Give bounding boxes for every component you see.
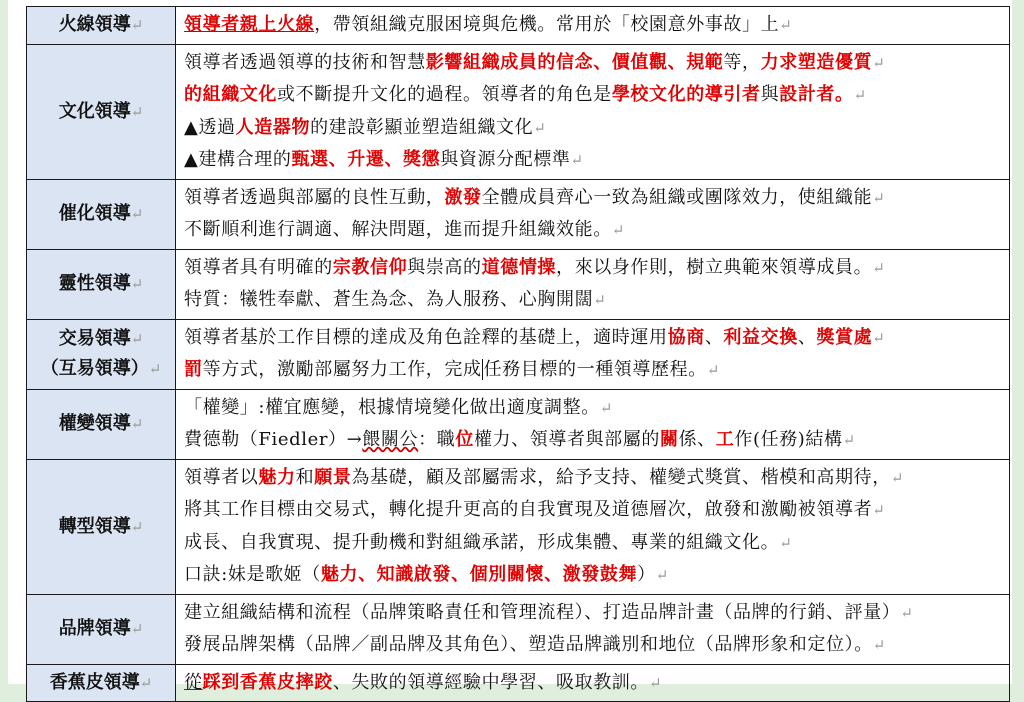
text-segment: 領導者以 bbox=[184, 466, 259, 488]
term-text: 香蕉皮領導 bbox=[49, 671, 140, 693]
term-cell bbox=[27, 664, 176, 702]
paragraph-mark-icon: ↵ bbox=[853, 86, 867, 104]
description-line bbox=[184, 214, 1005, 247]
highlighted-text: 協商 bbox=[667, 326, 705, 348]
term-cell bbox=[27, 179, 176, 249]
text-segment: 係、 bbox=[678, 429, 716, 450]
description-line bbox=[184, 462, 1005, 495]
text-segment: 發展品牌架構（品牌／副品牌及其角色）、塑造品牌識別和地位（品牌形象和定位）。 bbox=[184, 634, 873, 655]
paragraph-mark-icon: ↵ bbox=[706, 361, 720, 379]
text-segment: 全體成員齊心一致為組織或團隊效力，使組織能 bbox=[481, 186, 873, 208]
description-line bbox=[184, 559, 1005, 592]
term-cell bbox=[27, 594, 176, 664]
text-segment: 建立組織結構和流程（品牌策略責任和管理流程）、打造品牌計畫（品牌的行銷、評量） bbox=[184, 601, 901, 623]
table-row bbox=[27, 459, 1010, 594]
paragraph-mark-icon: ↵ bbox=[872, 53, 886, 72]
highlighted-text: 罰 bbox=[184, 359, 203, 380]
term-text: 火線領導 bbox=[58, 14, 131, 36]
table-row bbox=[27, 319, 1010, 389]
description-cell bbox=[176, 459, 1010, 594]
description-line bbox=[184, 597, 1005, 630]
term-text: 催化領導 bbox=[58, 203, 131, 224]
table-row bbox=[27, 664, 1010, 702]
highlighted-text: 關 bbox=[659, 429, 679, 450]
paragraph-mark-icon: ↵ bbox=[130, 275, 144, 293]
paragraph-mark-icon: ↵ bbox=[570, 151, 584, 169]
text-segment: 和 bbox=[295, 466, 315, 488]
description-line bbox=[184, 9, 1005, 42]
table-row bbox=[27, 594, 1010, 664]
highlighted-text: 設計者。 bbox=[779, 84, 854, 105]
term-text: 轉型領導 bbox=[58, 515, 131, 537]
paragraph-mark-icon: ↵ bbox=[130, 415, 144, 433]
description-line bbox=[184, 322, 1005, 355]
term-cell bbox=[27, 389, 176, 459]
paragraph-mark-icon: ↵ bbox=[779, 16, 793, 34]
text-segment: 從 bbox=[184, 671, 203, 693]
highlighted-text: 踩到香蕉皮摔跤 bbox=[202, 671, 333, 693]
paragraph-mark-icon: ↵ bbox=[130, 16, 144, 35]
text-segment: ▲透過 bbox=[184, 116, 236, 138]
description-line bbox=[184, 79, 1005, 112]
text-segment: ：職 bbox=[418, 429, 456, 450]
description-cell bbox=[176, 179, 1010, 249]
description-cell bbox=[176, 664, 1010, 702]
highlighted-text: 領導者親上火線 bbox=[184, 14, 315, 35]
paragraph-mark-icon: ↵ bbox=[130, 620, 144, 638]
term-text: 靈性領導 bbox=[58, 273, 131, 294]
text-segment: 任務目標的一種領導歷程。 bbox=[483, 359, 707, 380]
highlighted-text: 工 bbox=[715, 429, 735, 450]
paragraph-mark-icon: ↵ bbox=[649, 673, 663, 692]
highlighted-text: 道德情操 bbox=[481, 256, 557, 278]
text-segment: 的建設彰顯並塑造組織文化 bbox=[310, 116, 534, 138]
paragraph-mark-icon: ↵ bbox=[130, 517, 144, 536]
text-segment: 口訣:妹是歌姬（ bbox=[184, 564, 321, 585]
paragraph-mark-icon: ↵ bbox=[533, 118, 547, 137]
paragraph-mark-icon: ↵ bbox=[872, 636, 886, 654]
table-row bbox=[27, 389, 1010, 459]
highlighted-text: 魅力、知識啟發、個別關懷、激發鼓舞 bbox=[320, 564, 638, 585]
term-label bbox=[27, 614, 175, 644]
table-row bbox=[27, 44, 1010, 179]
text-segment: 權力、領導者與部屬的 bbox=[473, 429, 660, 450]
description-cell bbox=[176, 44, 1010, 179]
description-line bbox=[184, 392, 1005, 425]
term-text: 權變領導 bbox=[58, 413, 131, 434]
term-label bbox=[27, 668, 175, 698]
paragraph-mark-icon: ↵ bbox=[872, 328, 886, 347]
text-segment: 或不斷提升文化的過程。領導者的角色是 bbox=[277, 84, 612, 105]
text-segment: 與資源分配標準 bbox=[440, 149, 571, 170]
paragraph-mark-icon: ↵ bbox=[842, 431, 856, 449]
highlighted-text: 宗教信仰 bbox=[332, 256, 408, 278]
paragraph-mark-icon: ↵ bbox=[593, 291, 607, 309]
paragraph-mark-icon: ↵ bbox=[872, 501, 886, 519]
term-alias-text: （互易領導） bbox=[40, 358, 149, 379]
paragraph-mark-icon: ↵ bbox=[890, 468, 904, 487]
term-label bbox=[27, 409, 175, 439]
description-cell bbox=[176, 389, 1010, 459]
text-segment: 成長、自我實現、提升動機和對組織承諾，形成集體、專業的組織文化。 bbox=[184, 531, 780, 553]
term-cell bbox=[27, 44, 176, 179]
text-segment: 與 bbox=[760, 84, 780, 105]
paragraph-mark-icon: ↵ bbox=[130, 330, 144, 348]
paragraph-mark-icon: ↵ bbox=[872, 258, 886, 277]
paragraph-mark-icon: ↵ bbox=[130, 102, 144, 121]
highlighted-text: 魅力 bbox=[258, 466, 296, 488]
description-line bbox=[184, 252, 1005, 285]
term-label bbox=[27, 269, 175, 299]
highlighted-text: 學校文化的導引者 bbox=[611, 84, 761, 105]
description-line bbox=[184, 527, 1005, 560]
highlighted-text: 的組織文化 bbox=[184, 84, 277, 105]
description-line bbox=[184, 354, 1005, 387]
highlighted-text: 利益交換 bbox=[723, 326, 798, 348]
text-segment: 將其工作目標由交易式，轉化提升更高的自我實現及道德層次，啟發和激勵被領導者 bbox=[184, 499, 873, 520]
text-segment: 領導者具有明確的 bbox=[184, 256, 333, 278]
paragraph-mark-icon: ↵ bbox=[599, 398, 614, 417]
paragraph-mark-icon: ↵ bbox=[139, 673, 153, 692]
description-cell bbox=[176, 319, 1010, 389]
term-alias bbox=[27, 354, 175, 384]
highlighted-text: 甄選、升遷、獎懲 bbox=[291, 149, 441, 170]
term-text: 文化領導 bbox=[58, 100, 131, 122]
highlighted-text: 願景 bbox=[314, 466, 352, 488]
document-page bbox=[8, 0, 1012, 693]
text-segment: ） bbox=[637, 564, 656, 585]
text-segment: 與崇高的 bbox=[407, 256, 482, 278]
description-line bbox=[184, 47, 1005, 80]
text-segment: 領導者透過與部屬的良性互動， bbox=[184, 186, 445, 208]
text-segment: 「權變」:權宜應變，根據情境變化做出適度調整。 bbox=[184, 396, 600, 418]
description-line bbox=[184, 424, 1005, 457]
highlighted-text: 影響組織成員的信念、價值觀、規範 bbox=[425, 51, 724, 73]
table-row bbox=[27, 249, 1010, 319]
description-cell bbox=[176, 7, 1010, 45]
highlighted-text: 位 bbox=[455, 429, 474, 450]
description-line bbox=[184, 112, 1005, 145]
table-row bbox=[27, 179, 1010, 249]
leadership-table bbox=[26, 6, 1010, 702]
term-label bbox=[27, 97, 175, 127]
text-segment: 領導者基於工作目標的達成及角色詮釋的基礎上，適時運用 bbox=[184, 326, 668, 348]
description-cell bbox=[176, 594, 1010, 664]
term-cell bbox=[27, 319, 176, 389]
description-line bbox=[184, 182, 1005, 215]
term-label bbox=[27, 324, 175, 354]
term-text: 品牌領導 bbox=[58, 618, 131, 639]
table-row bbox=[27, 7, 1010, 45]
text-segment: ▲建構合理的 bbox=[184, 149, 292, 170]
paragraph-mark-icon: ↵ bbox=[900, 603, 914, 622]
paragraph-mark-icon: ↵ bbox=[611, 221, 625, 239]
text-segment: 等， bbox=[723, 51, 761, 73]
text-segment: 領導者透過領導的技術和智慧 bbox=[184, 51, 426, 73]
paragraph-mark-icon: ↵ bbox=[130, 205, 144, 223]
term-cell bbox=[27, 7, 176, 45]
paragraph-mark-icon: ↵ bbox=[872, 188, 886, 207]
paragraph-mark-icon: ↵ bbox=[148, 360, 162, 378]
term-label bbox=[27, 199, 175, 229]
text-segment: 、 bbox=[797, 326, 817, 348]
term-label bbox=[27, 10, 175, 40]
paragraph-mark-icon: ↵ bbox=[655, 566, 669, 584]
text-segment: ，帶領組織克服困境與危機。常用於「校園意外事故」上 bbox=[314, 14, 780, 35]
text-segment: 等方式，激勵部屬努力工作，完成 bbox=[202, 359, 482, 380]
description-line bbox=[184, 629, 1005, 662]
text-segment: ，來以身作則，樹立典範來領導成員。 bbox=[556, 256, 873, 278]
term-cell bbox=[27, 249, 176, 319]
text-segment: 不斷順利進行調適、解決問題，進而提升組織效能。 bbox=[184, 219, 612, 240]
text-segment: 特質：犧牲奉獻、蒼生為念、為人服務、心胸開闊 bbox=[184, 289, 594, 310]
table-body bbox=[27, 7, 1010, 702]
text-segment: 、 bbox=[704, 326, 724, 348]
term-text: 交易領導 bbox=[58, 328, 131, 349]
description-cell bbox=[176, 249, 1010, 319]
highlighted-text: 激發 bbox=[444, 186, 482, 208]
highlighted-text: 人造器物 bbox=[235, 116, 311, 138]
highlighted-text: 力求塑造優質 bbox=[760, 51, 873, 73]
term-cell bbox=[27, 459, 176, 594]
text-segment: 為基礎，顧及部屬需求，給予支持、權變式獎賞、楷模和高期待， bbox=[351, 466, 891, 488]
text-segment: 餵關公 bbox=[362, 429, 419, 450]
term-label bbox=[27, 512, 175, 542]
description-line bbox=[184, 144, 1005, 177]
description-line bbox=[184, 667, 1005, 700]
description-line bbox=[184, 494, 1005, 527]
text-segment: 、失敗的領導經驗中學習、吸取教訓。 bbox=[332, 671, 650, 693]
description-line bbox=[184, 284, 1005, 317]
text-segment: 費德勒（Fiedler）→ bbox=[184, 429, 363, 450]
text-segment: 作(任務)結構 bbox=[734, 429, 843, 450]
highlighted-text: 獎賞處 bbox=[816, 326, 873, 348]
paragraph-mark-icon: ↵ bbox=[779, 533, 793, 552]
